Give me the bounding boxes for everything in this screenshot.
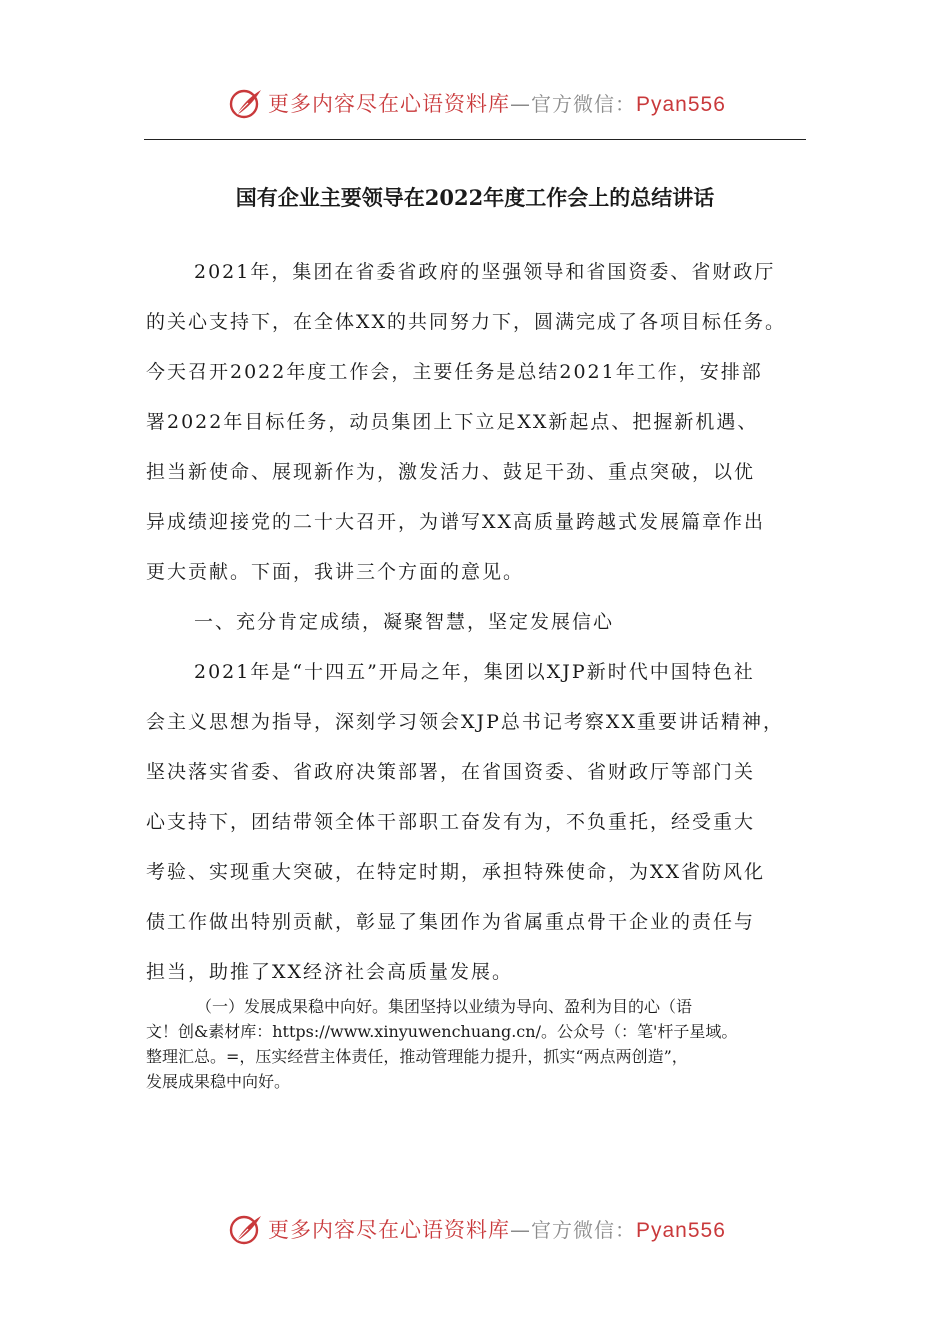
header-divider	[144, 139, 806, 140]
watermark-text	[268, 1210, 726, 1251]
quill-pen-logo-icon	[228, 86, 264, 122]
quill-pen-logo-icon	[228, 1212, 264, 1248]
body-line: 债工作做出特别贡献，彰显了集团作为省属重点骨干企业的责任与	[146, 911, 756, 933]
footnote-line: 整理汇总。=，压实经营主体责任，推动管理能力提升，抓实“两点两创造”，	[146, 1047, 688, 1066]
body-line: 考验、实现重大突破，在特定时期，承担特殊使命，为XX省防风化	[146, 861, 766, 883]
watermark-wechat-id: Pyan556	[636, 1218, 726, 1242]
body-line: 2021年是“十四五”开局之年，集团以XJP新时代中国特色社	[194, 661, 755, 683]
document-title: 国有企业主要领导在2022年度工作会上的总结讲话	[235, 185, 715, 210]
body-line: 更大贡献。下面，我讲三个方面的意见。	[146, 561, 525, 583]
watermark-wechat-id: Pyan556	[636, 92, 726, 116]
watermark-text	[268, 84, 726, 125]
watermark-wechat-label: 官方微信：	[531, 1217, 636, 1242]
watermark-wechat-label: 官方微信：	[531, 91, 636, 116]
body-line: 会主义思想为指导，深刻学习领会XJP总书记考察XX重要讲话精神，	[146, 711, 784, 733]
body-line: 异成绩迎接党的二十大召开，为谱写XX高质量跨越式发展篇章作出	[146, 511, 766, 533]
body-line: 2021年，集团在省委省政府的坚强领导和省国资委、省财政厅	[194, 261, 776, 283]
body-line: 担当，助推了XX经济社会高质量发展。	[146, 961, 514, 983]
body-line: 的关心支持下，在全体XX的共同努力下，圆满完成了各项目标任务。	[146, 311, 787, 333]
footnote-line: 文！创&素材库：https://www.xinyuwenchuang.cn/。公众号（：笔'杆子星域。	[146, 1022, 738, 1041]
body-line: 担当新使命、展现新作为，激发活力、鼓足干劲、重点突破，以优	[146, 461, 756, 483]
section-heading: 一、充分肯定成绩，凝聚智慧，坚定发展信心	[194, 611, 615, 633]
body-line: 今天召开2022年度工作会，主要任务是总结2021年工作，安排部	[146, 361, 763, 383]
body-line: 心支持下，团结带领全体干部职工奋发有为，不负重托，经受重大	[146, 811, 756, 833]
footnote-paragraph	[146, 994, 826, 1094]
footnote-line: 发展成果稳中向好。	[146, 1072, 291, 1091]
watermark-dash: —	[510, 1217, 531, 1242]
body-line: 坚决落实省委、省政府决策部署，在省国资委、省财政厅等部门关	[146, 761, 756, 783]
body-line: 署2022年目标任务，动员集团上下立足XX新起点、把握新机遇、	[146, 411, 759, 433]
watermark-header	[0, 84, 950, 124]
footnote-line: （一）发展成果稳中向好。集团坚持以业绩为导向、盈利为目的心（语	[196, 997, 693, 1016]
watermark-site: 更多内容尽在心语资料库	[268, 91, 510, 116]
watermark-dash: —	[510, 91, 531, 116]
document-body	[146, 250, 826, 1000]
watermark-footer	[0, 1210, 950, 1250]
watermark-site: 更多内容尽在心语资料库	[268, 1217, 510, 1242]
